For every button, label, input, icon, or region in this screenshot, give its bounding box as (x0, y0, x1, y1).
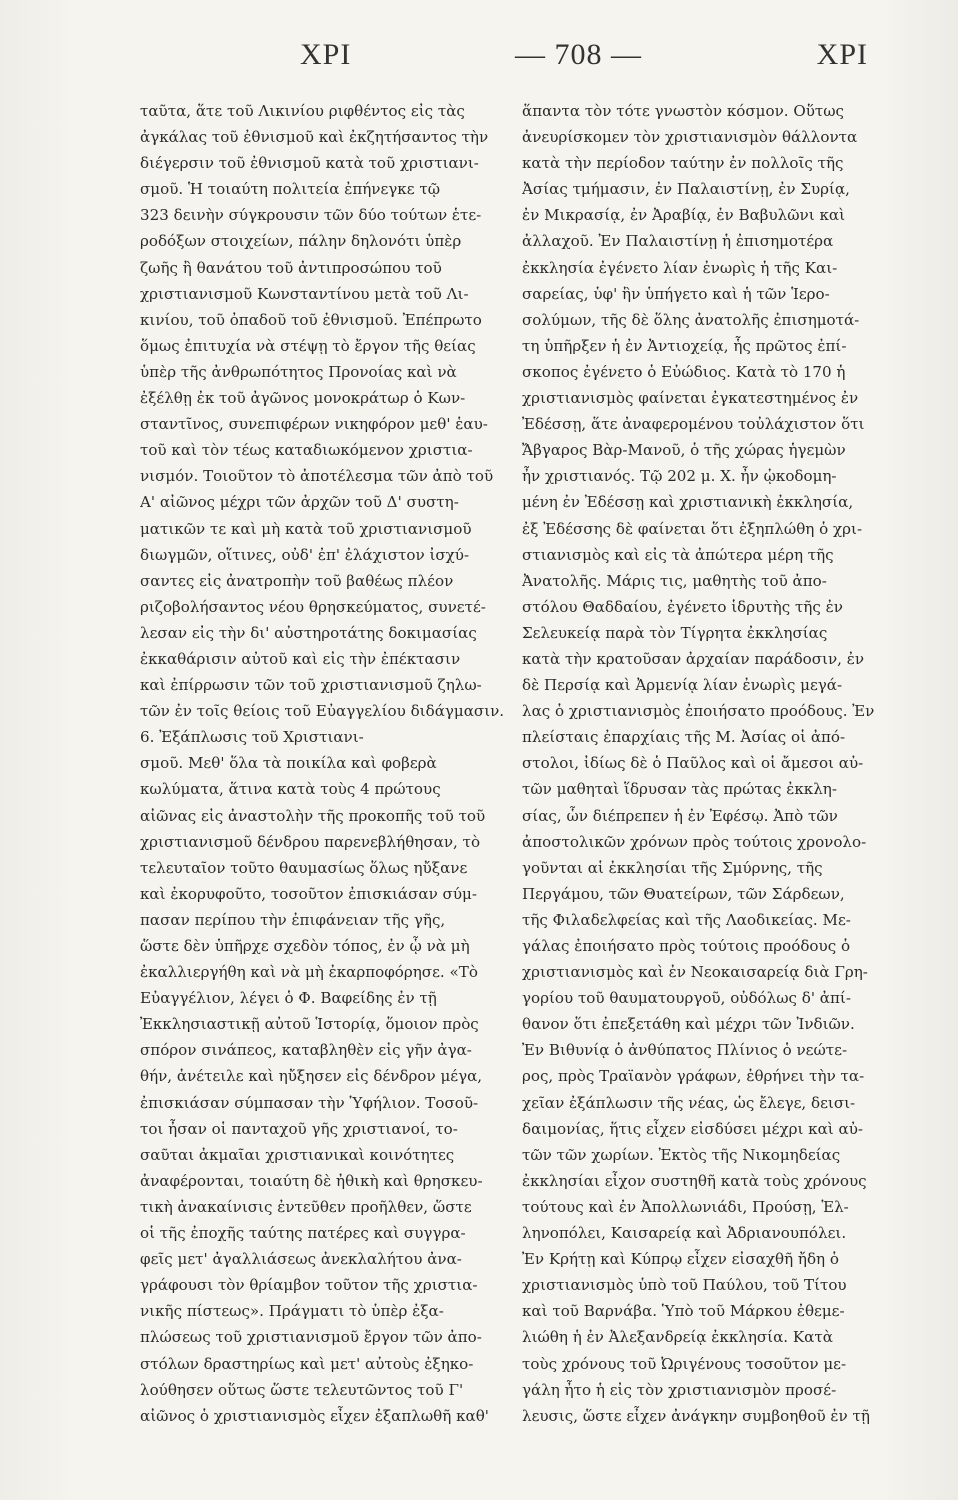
text-line: τῆς Φιλαδελφείας καὶ τῆς Λαοδικείας. Με- (522, 910, 851, 929)
text-line: ἐκκαθάρισιν αὐτοῦ καὶ εἰς τὴν ἐπέκτασιν (140, 649, 461, 668)
text-line: ἐκκλησία ἐγένετο λίαν ἐνωρὶς ἡ τῆς Και- (522, 258, 838, 277)
text-line: γράφουσι τὸν θρίαμβον τοῦτον τῆς χριστια- (140, 1276, 478, 1295)
text-line: ἀναφέρονται, τοιαύτη δὲ ἠθικὴ καὶ θρησκευ- (140, 1171, 483, 1190)
text-line: ματικῶν τε καὶ μὴ κατὰ τοῦ χριστιανισμοῦ (140, 519, 472, 538)
text-line: λευσις, ὥστε εἶχεν ἀνάγκην συμβοηθοῦ ἐν τῇ (522, 1406, 870, 1425)
text-line: Ἐν Κρήτῃ καὶ Κύπρῳ εἶχεν εἰσαχθῆ ἤδη ὁ (522, 1250, 839, 1269)
text-line: ἀνευρίσκομεν τὸν χριστιανισμὸν θάλλοντα (522, 128, 858, 147)
text-line: διέγερσιν τοῦ ἐθνισμοῦ κατὰ τοῦ χριστιανι- (140, 154, 479, 173)
text-line: ταῦτα, ἅτε τοῦ Λικινίου ριφθέντος εἰς τὰς (140, 102, 465, 120)
text-line: χριστιανισμοῦ δένδρου παρενεβλήθησαν, τὸ (140, 832, 481, 851)
left-text-column (140, 98, 512, 1429)
text-line: κωλύματα, ἅτινα κατὰ τοὺς 4 πρώτους (140, 780, 441, 799)
page-number: — 708 — (515, 38, 642, 71)
text-line: τελευταῖον τοῦτο θαυμασίως ὅλως ηὔξανε (140, 858, 468, 877)
text-line: ὑπὲρ τῆς ἀνθρωπότητος Προνοίας καὶ νὰ (140, 362, 457, 381)
text-line: ἐκαλλιεργήθη καὶ νὰ μὴ ἐκαρποφόρησε. «Τὸ (140, 963, 478, 982)
text-line: ἀγκάλας τοῦ ἐθνισμοῦ καὶ ἐκζητήσαντος τὴν (140, 128, 489, 147)
text-line: ζωῆς ἢ θανάτου τοῦ ἀντιπροσώπου τοῦ (140, 258, 442, 277)
text-line: σαντες εἰς ἀνατροπὴν τοῦ βαθέως πλέον (140, 571, 454, 590)
text-line: κατὰ τὴν κρατοῦσαν ἀρχαίαν παράδοσιν, ἐν (522, 649, 865, 668)
text-line: σπόρον σινάπεος, καταβληθὲν εἰς γῆν ἀγα- (140, 1041, 472, 1060)
text-line: χριστιανισμὸς φαίνεται ἐγκατεστημένος ἐν (522, 389, 859, 408)
text-line: θανον ὅτι ἐπεξετάθη καὶ μέχρι τῶν Ἰνδιῶν. (522, 1015, 855, 1034)
text-line: Ἄβγαρος Βὰρ-Μανοῦ, ὁ τῆς χώρας ἡγεμὼν (522, 441, 846, 460)
text-line: χριστιανισμὸς ὑπὸ τοῦ Παύλου, τοῦ Τίτου (522, 1276, 847, 1295)
text-line: ἅπαντα τὸν τότε γνωστὸν κόσμον. Οὕτως (522, 102, 845, 120)
text-line: καὶ τοῦ Βαρνάβα. Ὑπὸ τοῦ Μάρκου ἐθεμε- (522, 1302, 845, 1321)
text-line: Ἀσίας τμήμασιν, ἐν Παλαιστίνῃ, ἐν Συρίᾳ, (522, 180, 850, 199)
header-left-keyword: ΧΡΙ (300, 38, 352, 71)
text-line: κατὰ τὴν περίοδον ταύτην ἐν πολλοῖς τῆς (522, 154, 844, 173)
text-line: τικὴ ἀνακαίνισις ἐντεῦθεν προῆλθεν, ὥστε (140, 1197, 472, 1216)
text-line: τῶν μαθηταὶ ἵδρυσαν τὰς πρώτας ἐκκλη- (522, 780, 837, 799)
text-line: Ἐν Βιθυνίᾳ ὁ ἀνθύπατος Πλίνιος ὁ νεώτε- (522, 1041, 848, 1060)
text-line: Ἐδέσσῃ, ἅτε ἀναφερομένου τοὐλάχιστον ὅτι (522, 415, 865, 434)
text-line: καὶ ἐκορυφοῦτο, τοσοῦτον ἐπισκιάσαν σύμ- (140, 884, 477, 903)
text-line: Περγάμου, τῶν Θυατείρων, τῶν Σάρδεων, (522, 884, 845, 903)
text-line: ὅμως ἐπιτυχία νὰ στέψῃ τὸ ἔργον τῆς θείας (140, 336, 476, 355)
text-line: 6. Ἐξάπλωσις τοῦ Χριστιανι- (140, 728, 364, 747)
text-line: λας ὁ χριστιανισμὸς ἐποιήσατο προόδους. Ἐν (522, 702, 875, 721)
text-line: τοὺς χρόνους τοῦ Ὠριγένους τοσοῦτον με- (522, 1354, 847, 1373)
text-line: ροδόξων στοιχείων, πάλην δηλονότι ὑπὲρ (140, 232, 462, 251)
text-line: πλώσεως τοῦ χριστιανισμοῦ ἔργον τῶν ἀπο- (140, 1328, 482, 1347)
text-line: ληνοπόλει, Καισαρείᾳ καὶ Ἀδριανουπόλει. (522, 1224, 847, 1243)
text-line: σκοπος ἐγένετο ὁ Εὐώδιος. Κατὰ τὸ 170 ἡ (522, 362, 846, 381)
text-line: ἐξ Ἐδέσσης δὲ φαίνεται ὅτι ἐξηπλώθη ὁ χρι- (522, 519, 863, 538)
text-line: ὥστε δὲν ὑπῆρχε σχεδὸν τόπος, ἐν ᾧ νὰ μὴ (140, 937, 470, 955)
text-line: ρος, πρὸς Τραϊανὸν γράφων, ἐθρήνει τὴν τα- (522, 1067, 865, 1086)
text-line: ἐκκλησίαι εἶχον συστηθῆ κατὰ τοὺς χρόνους (522, 1171, 867, 1190)
text-line: ἐπισκιάσαν σύμπασαν τὴν Ὑφήλιον. Τοσοῦ- (140, 1093, 479, 1112)
text-line: καὶ ἐπίρρωσιν τῶν τοῦ χριστιανισμοῦ ζηλω- (140, 676, 482, 695)
text-line: θήν, ἀνέτειλε καὶ ηὔξησεν εἰς δένδρον μέγα, (140, 1067, 483, 1086)
header-right-keyword: ΧΡΙ (816, 38, 868, 71)
text-line: σταντῖνος, συνεπιφέρων νικηφόρον μεθ' ἑαυ- (140, 415, 488, 434)
text-line: οἱ τῆς ἐποχῆς ταύτης πατέρες καὶ συγγρα- (140, 1224, 466, 1243)
text-line: στολοι, ἰδίως δὲ ὁ Παῦλος καὶ οἱ ἄμεσοι αὐ- (522, 754, 864, 773)
text-line: χριστιανισμὸς καὶ ἐν Νεοκαισαρείᾳ διὰ Γρη- (522, 963, 868, 982)
text-line: λούθησεν οὕτως ὥστε τελευτῶντος τοῦ Γ' (140, 1380, 464, 1399)
text-line: νικῆς πίστεως». Πράγματι τὸ ὑπὲρ ἐξα- (140, 1302, 444, 1321)
page-header (120, 38, 868, 78)
text-line: λιώθη ἡ ἐν Ἀλεξανδρείᾳ ἐκκλησία. Κατὰ (522, 1328, 833, 1347)
text-line: Ἀνατολῆς. Μάρις τις, μαθητὴς τοῦ ἀπο- (522, 571, 827, 590)
text-line: δαιμονίας, ἥτις εἶχεν εἰσδύσει μέχρι καὶ αὐ- (522, 1119, 863, 1138)
text-line: ἐξέλθῃ ἐκ τοῦ ἀγῶνος μονοκράτωρ ὁ Κων- (140, 389, 466, 408)
text-line: Ἐκκλησιαστικῇ αὐτοῦ Ἱστορίᾳ, ὅμοιον πρὸς (140, 1015, 479, 1034)
text-line: πλείσταις ἐπαρχίαις τῆς Μ. Ἀσίας οἱ ἀπό- (522, 728, 846, 747)
text-line: νισμόν. Τοιοῦτον τὸ ἀποτέλεσμα τῶν ἀπὸ τοῦ (140, 467, 494, 486)
text-line: τοι ἦσαν οἱ πανταχοῦ γῆς χριστιανοί, το- (140, 1119, 458, 1138)
text-line: τούτους καὶ ἐν Ἀπολλωνιάδι, Προύσῃ, Ἑλ- (522, 1197, 849, 1216)
text-line: γοῦνται αἱ ἐκκλησίαι τῆς Σμύρνης, τῆς (522, 858, 823, 877)
text-line: σολύμων, τῆς δὲ ὅλης ἀνατολῆς ἐπισημοτά- (522, 310, 860, 329)
text-line: Σελευκείᾳ παρὰ τὸν Τίγρητα ἐκκλησίας (522, 623, 828, 642)
text-line: διωγμῶν, οἵτινες, οὐδ' ἐπ' ἐλάχιστον ἰσχύ- (140, 545, 470, 564)
text-line: λεσαν εἰς τὴν δι' αὐστηροτάτης δοκιμασίας (140, 623, 477, 642)
text-line: ἀποστολικῶν χρόνων πρὸς τούτοις χρονολο- (522, 832, 867, 851)
text-line: πασαν περίπου τὴν ἐπιφάνειαν τῆς γῆς, (140, 910, 446, 929)
text-line: κινίου, τοῦ ὀπαδοῦ τοῦ ἐθνισμοῦ. Ἐπέπρωτο (140, 310, 482, 329)
text-line: στόλου Θαδδαίου, ἐγένετο ἱδρυτὴς τῆς ἐν (522, 597, 843, 616)
text-line: αἰῶνος ὁ χριστιανισμὸς εἶχεν ἐξαπλωθῆ καθ' (140, 1406, 489, 1425)
text-line: μένη ἐν Ἐδέσσῃ καὶ χριστιανικὴ ἐκκλησία, (522, 493, 854, 512)
text-line: 323 δεινὴν σύγκρουσιν τῶν δύο τούτων ἑτε- (140, 206, 482, 225)
text-line: σμοῦ. Μεθ' ὅλα τὰ ποικίλα καὶ φοβερὰ (140, 754, 437, 773)
text-line: σαρείας, ὑφ' ἣν ὑπήγετο καὶ ἡ τῶν Ἱερο- (522, 284, 830, 303)
text-line: στόλων δραστηρίως καὶ μετ' αὐτοὺς ἐξηκο- (140, 1354, 474, 1373)
text-line: χεῖαν ἐξάπλωσιν τῆς νέας, ὡς ἔλεγε, δεισι- (522, 1093, 856, 1112)
text-line: τη ὑπῆρξεν ἡ ἐν Ἀντιοχείᾳ, ἧς πρῶτος ἐπί- (522, 336, 847, 355)
text-line: τῶν τῶν χωρίων. Ἐκτὸς τῆς Νικομηδείας (522, 1145, 841, 1164)
text-line: χριστιανισμοῦ Κωνσταντίνου μετὰ τοῦ Λι- (140, 284, 469, 303)
text-line: ριζοβολήσαντος νέου θρησκεύματος, συνετέ- (140, 597, 486, 616)
text-line: ἀλλαχοῦ. Ἐν Παλαιστίνῃ ἡ ἐπισημοτέρα (522, 232, 834, 251)
text-line: τῶν ἐν τοῖς θείοις τοῦ Εὐαγγελίου διδάγμασιν. (140, 702, 505, 721)
text-line: Α' αἰῶνος μέχρι τῶν ἀρχῶν τοῦ Δ' συστη- (140, 493, 459, 512)
text-line: γάλας ἐποιήσατο πρὸς τούτοις προόδους ὁ (522, 937, 851, 955)
text-line: ἐν Μικρασίᾳ, ἐν Ἀραβίᾳ, ἐν Βαβυλῶνι καὶ (522, 206, 845, 225)
text-line: σίας, ὧν διέπρεπεν ἡ ἐν Ἐφέσῳ. Ἀπὸ τῶν (522, 806, 838, 825)
text-line: γάλη ἦτο ἡ εἰς τὸν χριστιανισμὸν προσέ- (522, 1380, 837, 1399)
right-text-column (522, 98, 946, 1429)
text-line: Εὐαγγέλιον, λέγει ὁ Φ. Βαφείδης ἐν τῇ (140, 989, 437, 1008)
text-line: δὲ Περσίᾳ καὶ Ἀρμενίᾳ λίαν ἐνωρὶς μεγά- (522, 676, 843, 695)
text-line: τοῦ καὶ τὸν τέως καταδιωκόμενον χριστια- (140, 441, 473, 460)
text-line: γορίου τοῦ θαυματουργοῦ, οὐδόλως δ' ἀπί- (522, 989, 851, 1008)
text-line: στιανισμὸς καὶ εἰς τὰ ἀπώτερα μέρη τῆς (522, 545, 834, 564)
text-line: ἦν χριστιανός. Τῷ 202 μ. Χ. ἦν ᾠκοδομη- (522, 467, 837, 486)
text-line: αἰῶνας εἰς ἀναστολὴν τῆς προκοπῆς τοῦ τοῦ (140, 806, 486, 825)
text-line: σμοῦ. Ἡ τοιαύτη πολιτεία ἐπήνεγκε τῷ (140, 180, 441, 199)
text-line: σαῦται ἀκμαῖαι χριστιανικαὶ κοινότητες (140, 1145, 455, 1164)
text-line: φεῖς μετ' ἀγαλλιάσεως ἀνεκλαλήτου ἀνα- (140, 1250, 462, 1269)
